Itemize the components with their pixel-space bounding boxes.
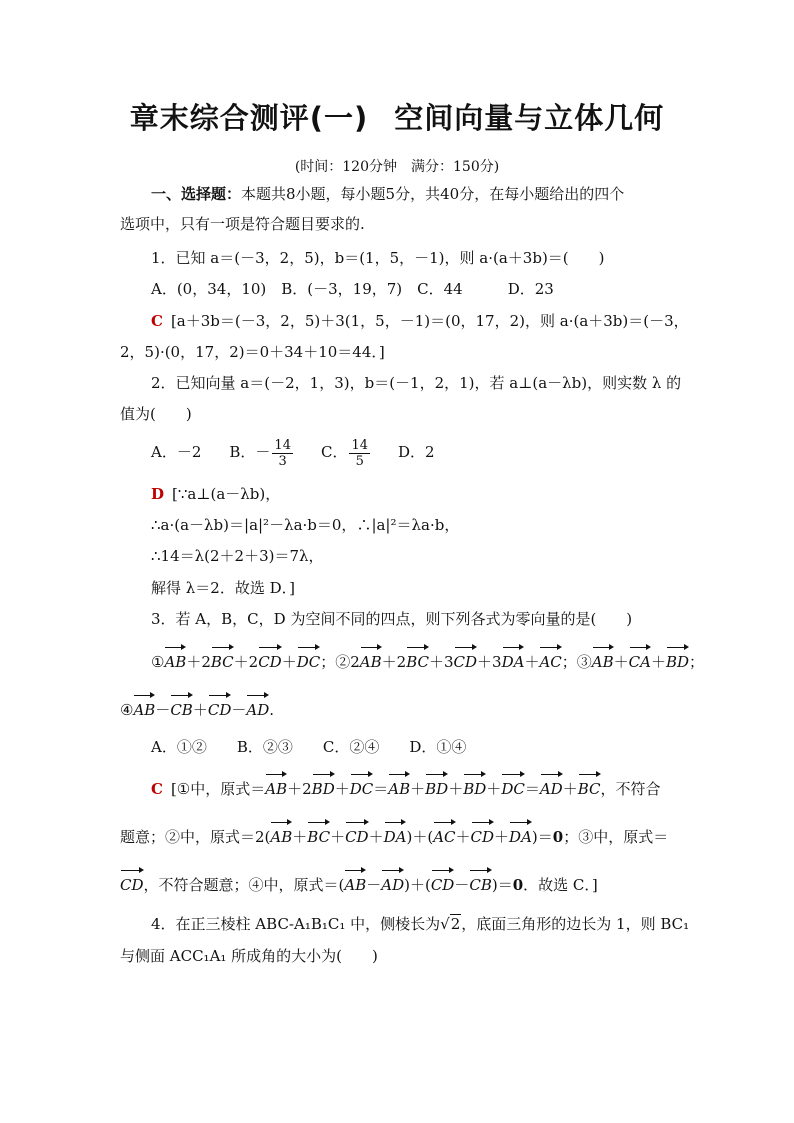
- q3-choices: A．①② B．②③ C．②④ D．①④: [151, 738, 467, 756]
- q1-solution-2: 2，5)·(0，17，2)＝0＋34＋10＝44．]: [120, 343, 385, 361]
- q3-solution-1: C [①中，原式＝AB＋2BD＋DC＝AB＋BD＋BD＋DC＝AD＋BC，不符合: [151, 777, 661, 799]
- q1-solution-1: [151, 311, 689, 331]
- sqrt-expression: √2: [440, 915, 461, 933]
- q2-answer: D: [151, 485, 165, 503]
- q2-choice-d: D．2: [398, 443, 435, 461]
- q2-solution-3: ∴14＝λ(2＋2＋3)＝7λ，: [151, 547, 324, 565]
- section-heading: [151, 184, 624, 204]
- q2-solution-2: ∴a·(a－λb)＝|a|²－λa·b＝0，∴|a|²＝λa·b，: [151, 516, 460, 534]
- q1-choices: A．(0，34，10) B．(－3，19，7) C．44 D．23: [151, 280, 554, 298]
- q2-stem-1: 2．已知向量 a＝(－2，1，3)，b＝(－1，2，1)，若 a⊥(a－λb)，则实数 λ 的: [151, 374, 682, 392]
- q1-answer: C: [151, 312, 163, 330]
- q2-solution-4: 解得 λ＝2．故选 D．]: [151, 579, 295, 597]
- q2-stem-2: 值为( ): [120, 405, 192, 423]
- q3-solution-3: CD，不符合题意；④中，原式＝(AB－AD)＋(CD－CB)＝0．故选 C．]: [120, 873, 598, 895]
- q1-stem: 1．已知 a＝(－3，2，5)，b＝(1，5，－1)，则 a·(a＋3b)＝( ): [151, 249, 605, 267]
- q4-stem-1a: 4．在正三棱柱 ABC-A₁B₁C₁ 中，侧棱长为: [151, 915, 441, 933]
- title-part-a: 章末综合测评(一): [129, 101, 369, 135]
- exam-time: (时间：120分钟: [294, 159, 397, 175]
- q2-solution-text-1: [∵a⊥(a－λb)，: [172, 485, 281, 503]
- q2-fraction-b: $\frac{14}{3}$: [274, 437, 291, 469]
- q1-solution-text-1: [a＋3b＝(－3，2，5)＋3(1，5，－1)＝(0，17，2)，则 a·(a＋3b)＝(－3，: [170, 312, 689, 330]
- q2-choice-b: B．－: [229, 443, 271, 461]
- q2-choice-c: C．: [320, 443, 348, 461]
- section-instructions-2: 选项中，只有一项是符合题目要求的.: [120, 215, 365, 233]
- section-instructions-1: 本题共8小题，每小题5分，共40分，在每小题给出的四个: [241, 185, 625, 203]
- q3-solution-2: 题意；②中，原式＝2(AB＋BC＋CD＋DA)＋(AC＋CD＋DA)＝0；③中，原式＝: [120, 825, 668, 847]
- section-heading-label: 一、选择题：: [151, 185, 242, 203]
- q3-answer: C: [151, 780, 163, 798]
- page-title: [0, 96, 794, 137]
- q4-stem-2: 与侧面 ACC₁A₁ 所成角的大小为( ): [120, 947, 378, 965]
- q3-stem: 3．若 A，B，C，D 为空间不同的四点，则下列各式为零向量的是( ): [151, 610, 633, 628]
- q2-fraction-c: $\frac{14}{5}$: [351, 437, 368, 469]
- q4-stem-1: [151, 914, 689, 934]
- title-part-b: 空间向量与立体几何: [394, 101, 665, 135]
- q3-expressions-1: ①AB＋2BC＋2CD＋DC；②2AB＋2BC＋3CD＋3DA＋AC；③AB＋CA＋BD；: [151, 650, 704, 672]
- q2-choices: [151, 432, 435, 472]
- q4-stem-1b: ，底面三角形的边长为 1，则 BC₁: [461, 915, 690, 933]
- exam-score: 满分：150分): [411, 159, 500, 175]
- exam-info: [0, 156, 794, 176]
- q2-choice-a: A．－2: [151, 443, 202, 461]
- q3-expressions-2: ④AB－CB＋CD－AD.: [120, 698, 274, 720]
- q2-solution-1: [151, 484, 280, 504]
